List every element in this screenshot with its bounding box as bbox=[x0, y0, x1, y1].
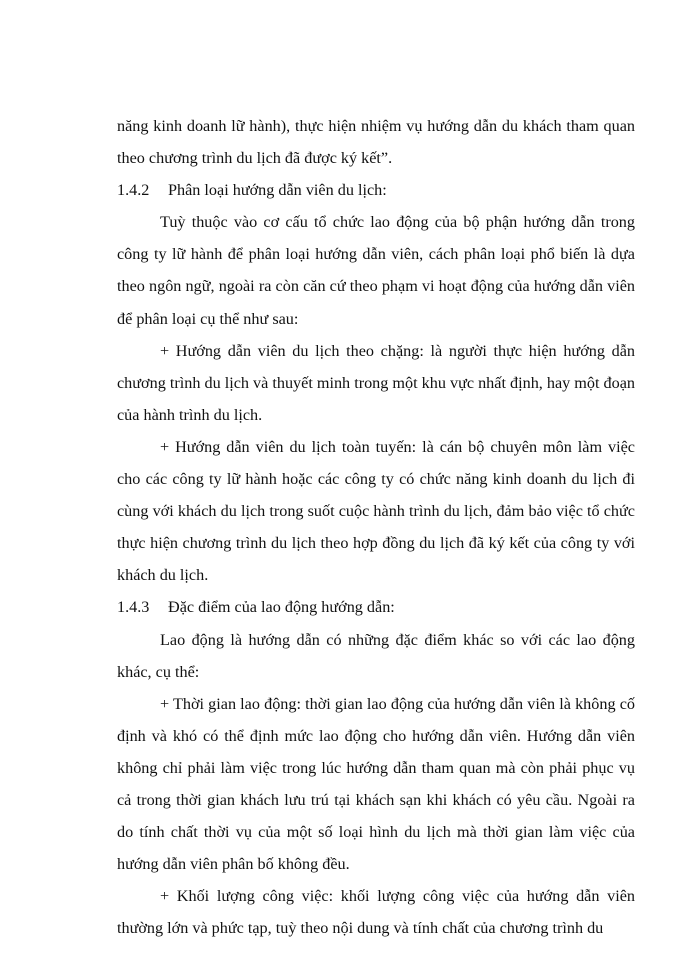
paragraph-guide-by-stage: + Hướng dẫn viên du lịch theo chặng: là người thực hiện hướng dẫn chương trình du lịch và thuyết minh trong một khu vực nhất định, hay một đoạn của hành trình du lịch. bbox=[117, 341, 635, 424]
section-heading-1-4-3 bbox=[117, 591, 635, 623]
section-heading-1-4-2 bbox=[117, 174, 635, 206]
paragraph-classification-intro: Tuỳ thuộc vào cơ cấu tổ chức lao động của bộ phận hướng dẫn trong công ty lữ hành để phân loại hướng dẫn viên, cách phân loại phổ biến là dựa theo ngôn ngữ, ngoài ra còn căn cứ theo phạm vi hoạt động của hướng dẫn viên để phân loại cụ thể như sau: bbox=[117, 213, 635, 328]
paragraph-working-time: + Thời gian lao động: thời gian lao động của hướng dẫn viên là không cố định và khó có thể định mức lao động cho hướng dẫn viên. Hướng dẫn viên không chỉ phải làm việc trong lúc hướng dẫn tham quan mà còn phải phục vụ cả trong thời gian khách lưu trú tại khách sạn khi khách có yêu cầu. Ngoài ra do tính chất thời vụ của một số loại hình du lịch mà thời gian làm việc của hướng dẫn viên phân bố không đều. bbox=[117, 694, 635, 874]
paragraph-continuation: năng kinh doanh lữ hành), thực hiện nhiệm vụ hướng dẫn du khách tham quan theo chương trình du lịch đã được ký kết”. bbox=[117, 117, 635, 168]
paragraph-labor-characteristics-intro: Lao động là hướng dẫn có những đặc điểm khác so với các lao động khác, cụ thể: bbox=[117, 630, 635, 681]
section-number: 1.4.3 bbox=[117, 598, 150, 617]
section-number: 1.4.2 bbox=[117, 181, 150, 200]
document-body bbox=[117, 110, 635, 944]
section-title: Đặc điểm của lao động hướng dẫn: bbox=[168, 598, 395, 617]
section-title: Phân loại hướng dẫn viên du lịch: bbox=[168, 181, 387, 200]
paragraph-workload: + Khối lượng công việc: khối lượng công việc của hướng dẫn viên thường lớn và phức tạp, tuỳ theo nội dung và tính chất của chương trình du bbox=[117, 887, 635, 938]
paragraph-guide-full-route: + Hướng dẫn viên du lịch toàn tuyến: là cán bộ chuyên môn làm việc cho các công ty lữ hành hoặc các công ty có chức năng kinh doanh du lịch đi cùng với khách du lịch trong suốt cuộc hành trình du lịch, đảm bảo việc tổ chức thực hiện chương trình du lịch theo hợp đồng du lịch đã ký kết của công ty với khách du lịch. bbox=[117, 437, 635, 585]
